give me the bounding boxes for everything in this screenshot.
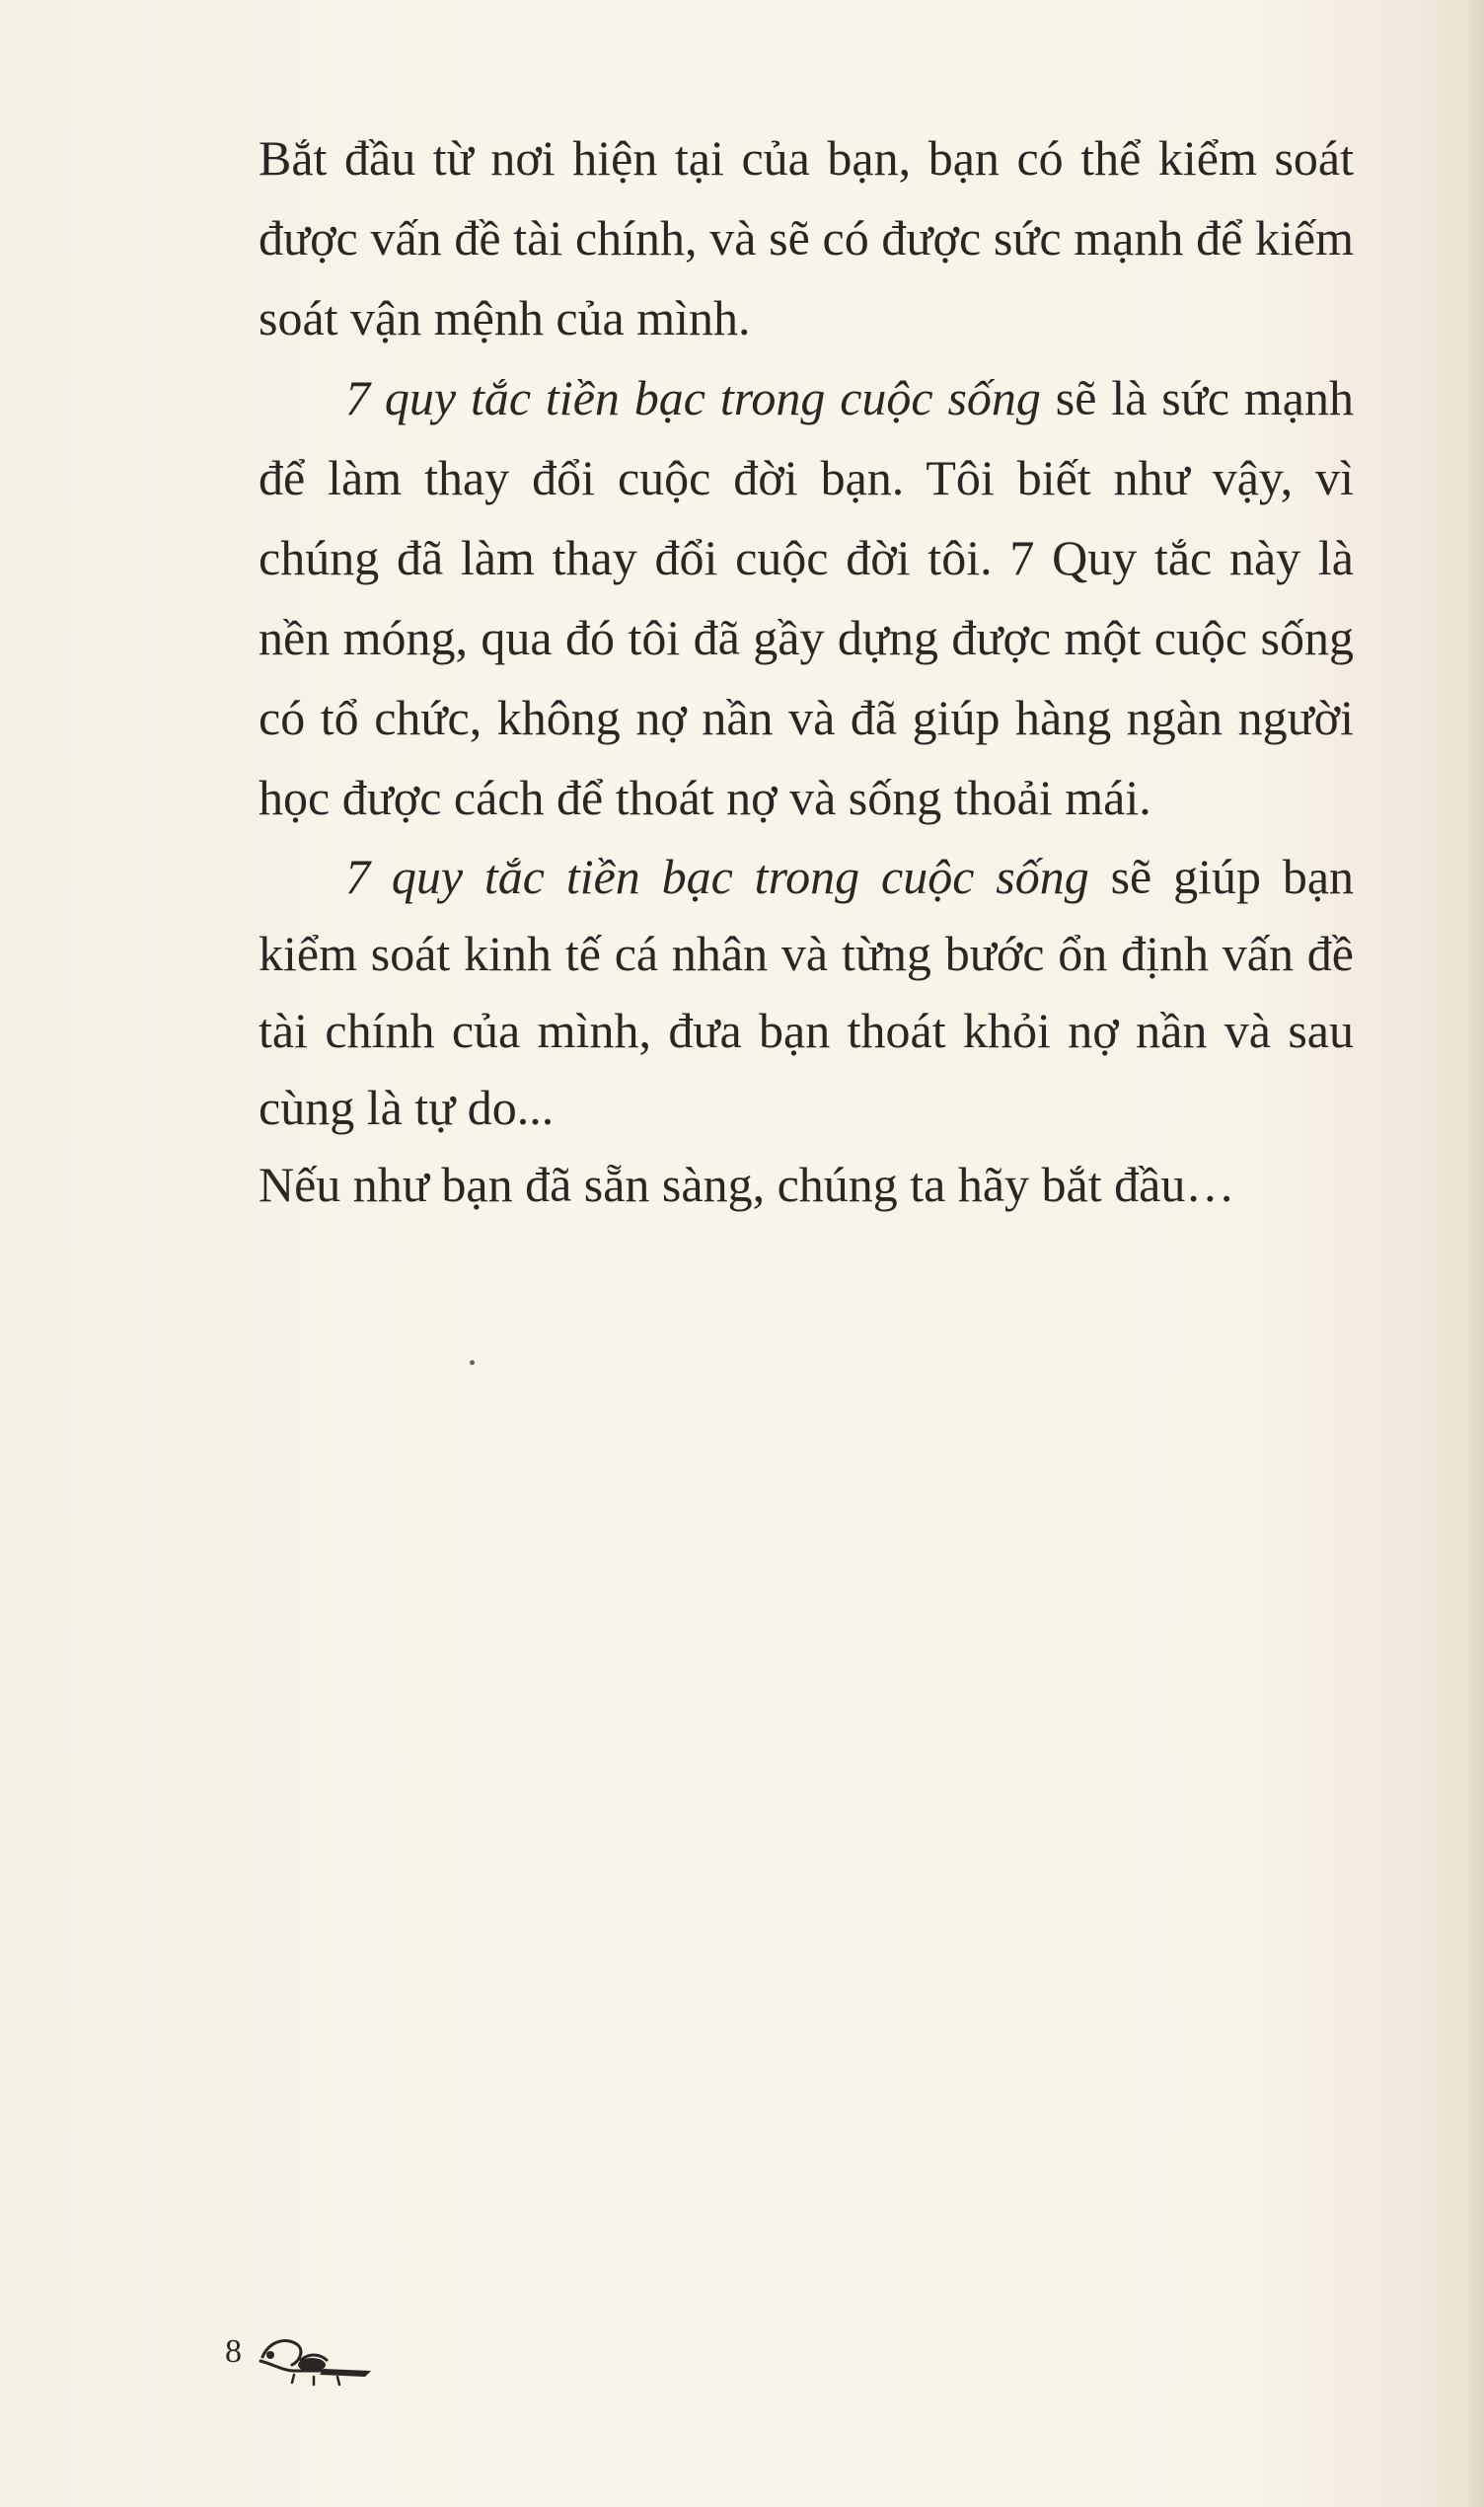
paragraph-2-book-title: 7 quy tắc tiền bạc trong cuộc sống: [345, 370, 1041, 425]
paragraph-2-text: sẽ là sức mạnh để làm thay đổi cuộc đời bạn. Tôi biết như vậy, vì chúng đã làm thay đổi cuộc đời tôi. 7 Quy tắc này là nền móng, qua đó tôi đã gầy dựng được một cuộc sống có tổ chức, không nợ nần và đã giúp hàng ngàn người học được cách để thoát nợ và sống thoải mái.: [259, 370, 1354, 825]
page-number: 8: [225, 2333, 242, 2370]
paragraph-1: [259, 118, 1354, 358]
paragraph-3-text: sẽ giúp bạn kiểm soát kinh tế cá nhân và từng bước ổn định vấn đề tài chính của mình, đưa bạn thoát khỏi nợ nần và sau cùng là tự do...: [259, 849, 1355, 1135]
paragraph-3-book-title: 7 quy tắc tiền bạc trong cuộc sống: [345, 849, 1089, 904]
paragraph-3: [259, 838, 1354, 1146]
paragraph-2: [259, 358, 1354, 838]
page-edge-shadow: [1462, 0, 1484, 2507]
body-text: [259, 118, 1354, 1223]
ink-dot: [470, 1360, 475, 1365]
paragraph-1-text: Bắt đầu từ nơi hiện tại của bạn, bạn có thể kiểm soát được vấn đề tài chính, và sẽ có được sức mạnh để kiếm soát vận mệnh của mình.: [259, 130, 1354, 345]
paragraph-4: [259, 1146, 1354, 1223]
paragraph-4-text: Nếu như bạn đã sẵn sàng, chúng ta hãy bắt đầu…: [259, 1157, 1235, 1212]
page-footer: [225, 2331, 383, 2391]
reclining-figure-icon: [255, 2331, 383, 2387]
